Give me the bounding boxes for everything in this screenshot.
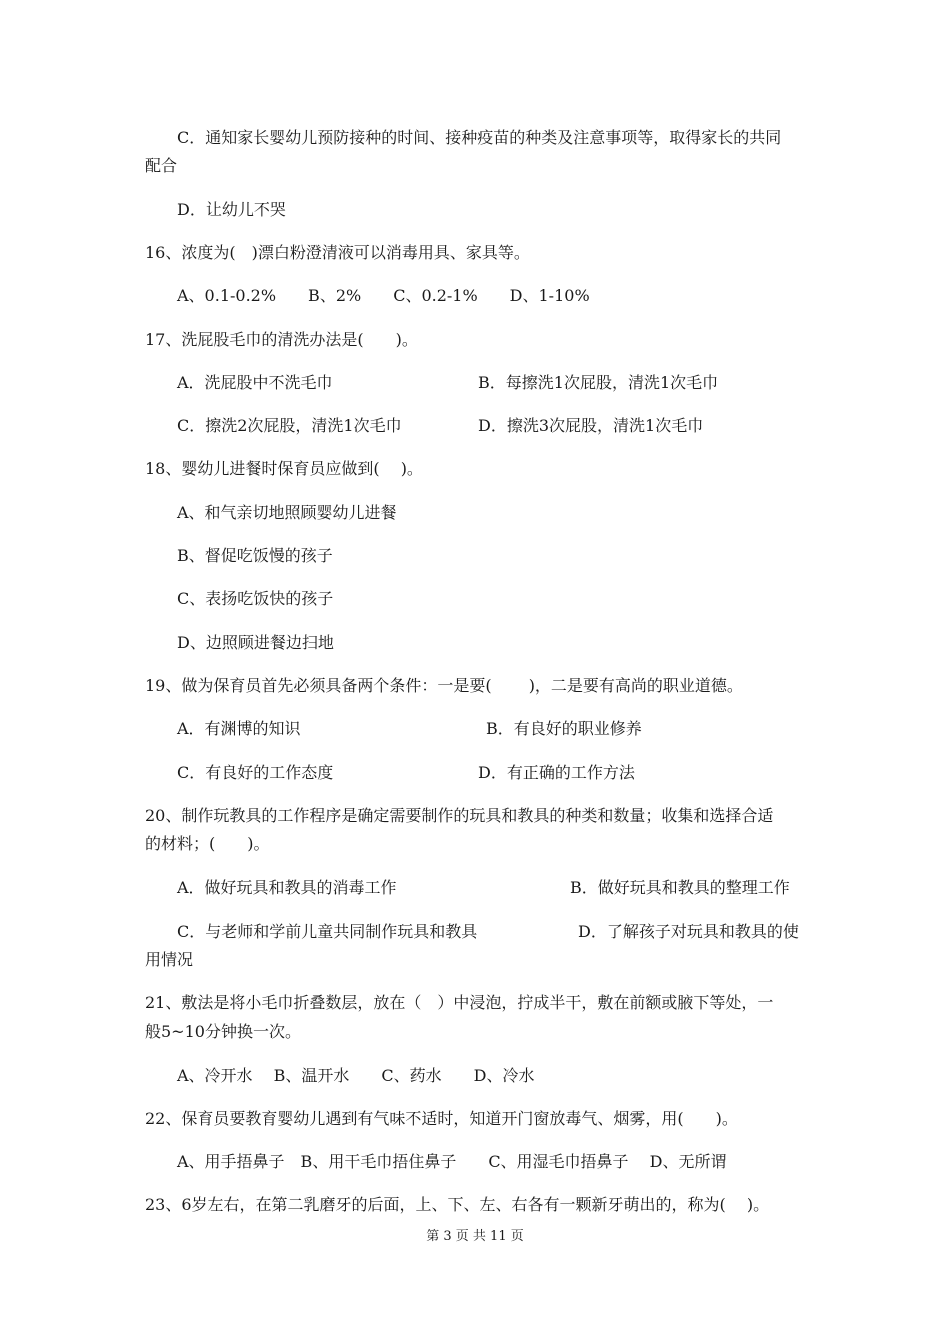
q20-option-d-line1: D．了解孩子对玩具和教具的使 [578,922,799,941]
q23-question: 23、6岁左右，在第二乳磨牙的后面，上、下、左、右各有一颗新牙萌出的，称为( )。 [145,1195,770,1214]
q15-option-d: D．让幼儿不哭 [177,200,286,219]
q20-question-line2: 的材料；( )。 [145,834,270,853]
q19-option-c: C．有良好的工作态度 [177,763,334,782]
q17-option-a: A．洗屁股中不洗毛巾 [177,373,333,392]
q17-question: 17、洗屁股毛巾的清洗办法是( )。 [145,330,418,349]
q20-question-line1: 20、制作玩教具的工作程序是确定需要制作的玩具和教具的种类和数量；收集和选择合适 [145,806,774,825]
q20-option-d-line2: 用情况 [145,950,194,969]
q17-option-b: B．每擦洗1次屁股，清洗1次毛巾 [478,373,719,392]
q18-option-b: B、督促吃饭慢的孩子 [177,546,333,565]
q20-option-c: C．与老师和学前儿童共同制作玩具和教具 [177,922,478,941]
q18-option-a: A、和气亲切地照顾婴幼儿进餐 [177,503,397,522]
q18-option-c: C、表扬吃饭快的孩子 [177,589,334,608]
q19-option-a: A．有渊博的知识 [177,719,301,738]
q20-option-a: A．做好玩具和教具的消毒工作 [177,878,397,897]
q15-option-c-line2: 配合 [145,156,178,175]
q19-question: 19、做为保育员首先必须具备两个条件：一是要( )，二是要有高尚的职业道德。 [145,676,743,695]
q18-option-d: D、边照顾进餐边扫地 [177,633,334,652]
q19-option-b: B．有良好的职业修养 [486,719,642,738]
q21-question-line2: 般5~10分钟换一次。 [145,1022,301,1041]
q21-question-line1: 21、敷法是将小毛巾折叠数层，放在（ ）中浸泡，拧成半干，敷在前额或腋下等处，一 [145,993,774,1012]
q16-question: 16、浓度为( )漂白粉澄清液可以消毒用具、家具等。 [145,243,530,262]
q21-options: A、冷开水 B、温开水 C、药水 D、冷水 [177,1066,535,1085]
q20-option-b: B．做好玩具和教具的整理工作 [570,878,790,897]
q16-options: A、0.1-0.2% B、2% C、0.2-1% D、1-10% [177,286,590,305]
q22-options: A、用手捂鼻子 B、用干毛巾捂住鼻子 C、用湿毛巾捂鼻子 D、无所谓 [177,1152,727,1171]
q17-option-d: D．擦洗3次屁股，清洗1次毛巾 [478,416,704,435]
q18-question: 18、婴幼儿进餐时保育员应做到( )。 [145,459,423,478]
q17-option-c: C．擦洗2次屁股，清洗1次毛巾 [177,416,402,435]
q19-option-d: D．有正确的工作方法 [478,763,635,782]
q15-option-c-line1: C．通知家长婴幼儿预防接种的时间、接种疫苗的种类及注意事项等，取得家长的共同 [177,128,782,147]
q22-question: 22、保育员要教育婴幼儿遇到有气味不适时，知道开门窗放毒气、烟雾，用( )。 [145,1109,738,1128]
page-footer: 第 3 页 共 11 页 [426,1229,524,1244]
